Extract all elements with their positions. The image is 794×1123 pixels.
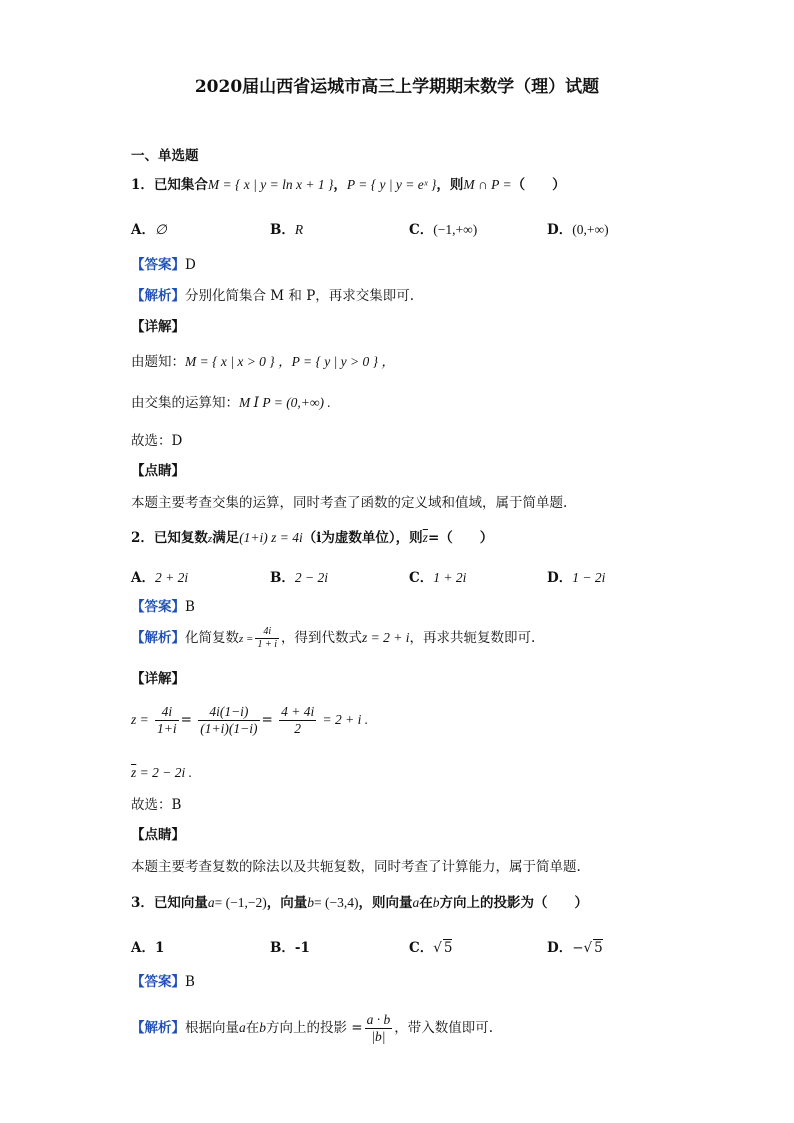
q3-stem <box>131 894 588 912</box>
page-title: 2020届山西省运城市高三上学期期末数学（理）试题 <box>194 77 600 97</box>
q2-comment: 本题主要考查复数的除法以及共轭复数，同时考查了计算能力，属于简单题. <box>131 859 581 875</box>
fraction-denominator: 1+i <box>157 721 177 736</box>
q1-comment: 本题主要考查交集的运算，同时考查了函数的定义域和值域，属于简单题. <box>131 495 568 511</box>
q3-analysis-a: a <box>239 1020 246 1035</box>
analysis-label: 【解析】 <box>131 288 185 304</box>
q2-analysis-end: ，再求共轭复数即可. <box>409 630 536 646</box>
fraction-numerator: 4i <box>155 704 179 721</box>
fraction-denominator: (1+i)(1−i) <box>200 721 258 736</box>
q1-set-m: M = { x | y = ln x + 1 } <box>207 177 334 192</box>
option-sign: − <box>572 940 584 956</box>
q1-stem-end: ，则 <box>436 177 464 193</box>
q2-detail-z: z = <box>131 712 149 727</box>
q2-conjugate-line <box>131 764 192 782</box>
q3-stem-end: 方向上的投影为（ ） <box>439 895 588 911</box>
option-label: B． <box>270 940 295 956</box>
q1-option-c <box>409 218 477 238</box>
q3-vector-a: a <box>207 895 215 910</box>
answer-label: 【答案】 <box>131 599 185 615</box>
option-label: D． <box>547 570 573 586</box>
q2-stem-z: z <box>207 533 213 545</box>
fraction-numerator: 4i <box>255 626 279 639</box>
q3-answer-value: B <box>185 974 195 990</box>
option-value: ∅ <box>154 222 167 237</box>
q3-option-c <box>409 936 452 956</box>
sqrt-symbol: √ <box>433 940 442 956</box>
q1-option-b <box>270 218 303 238</box>
q3-option-d <box>547 936 603 956</box>
option-value: (0,+∞) <box>572 222 609 237</box>
option-label: A． <box>131 222 155 238</box>
q2-stem-end: =（ ） <box>427 530 494 546</box>
option-value: 2 + 2i <box>154 570 189 585</box>
q2-option-b <box>270 566 328 586</box>
sqrt-symbol: √ <box>583 940 593 956</box>
q2-analysis-prefix: 化简复数 <box>185 630 239 646</box>
q3-analysis-prefix: 根据向量 <box>185 1020 239 1036</box>
option-value: 5 <box>443 940 453 956</box>
q1-detail2-math: M Ⅰ P = (0,+∞) . <box>239 395 331 410</box>
q1-target: M ∩ P = <box>463 177 512 192</box>
option-value: -1 <box>294 940 310 956</box>
q3-option-b <box>270 936 310 956</box>
comment-label: 【点睛】 <box>131 463 185 479</box>
q2-stem <box>131 529 493 548</box>
q2-option-c <box>409 566 466 586</box>
q2-detail-fraction-2 <box>198 704 259 737</box>
q3-analysis-end: ，带入数值即可. <box>394 1020 494 1036</box>
option-label: D． <box>547 222 573 238</box>
q1-stem-mid: ， <box>333 177 347 193</box>
detail-label: 【详解】 <box>131 671 185 687</box>
q2-detail-fraction-3 <box>279 704 316 737</box>
q2-stem-eq: (1+i) z = 4i <box>239 530 303 545</box>
q1-detail-line2 <box>131 394 331 412</box>
fraction-denominator: |b| <box>371 1029 386 1044</box>
q1-stem <box>131 176 566 194</box>
q2-analysis-z: z = <box>239 633 254 645</box>
option-value: R <box>294 222 304 237</box>
q2-choice: 故选：B <box>131 797 182 813</box>
q1-detail-line1 <box>131 353 395 371</box>
q1-detail1-math: M = { x | x > 0 } ，P = { y | y > 0 } ， <box>185 354 395 369</box>
q3-option-a <box>131 936 164 956</box>
q2-detail-fraction-1 <box>155 704 179 737</box>
fraction-denominator: 1 + i <box>257 639 277 650</box>
q2-option-d <box>547 566 605 586</box>
q1-choice: 故选：D <box>131 433 183 449</box>
option-value: 1 − 2i <box>572 570 606 585</box>
q1-answer <box>131 256 196 274</box>
q1-analysis-text: 分别化简集合 M 和 P，再求交集即可. <box>185 288 415 304</box>
option-value: (−1,+∞) <box>433 222 478 237</box>
q3-stem-in: 在 <box>419 895 433 911</box>
fraction-numerator: a · b <box>366 1012 391 1027</box>
q3-analysis <box>131 1012 493 1045</box>
q2-conj-z: $\overline{z}$ <box>131 765 137 780</box>
q3-stem-b2: b <box>432 895 440 910</box>
q2-detail-heading <box>131 670 185 688</box>
q1-detail-heading <box>131 318 185 336</box>
q3-stem-a2: a <box>412 895 420 910</box>
q2-stem-zbar: $\overline{z}$ <box>422 530 428 545</box>
option-label: C． <box>409 222 434 238</box>
q1-stem-paren: （ ） <box>511 177 566 193</box>
q1-detail1-prefix: 由题知： <box>131 354 185 370</box>
option-value: 1 + 2i <box>433 570 467 585</box>
q3-analysis-in: 在 <box>245 1020 260 1036</box>
q2-option-a <box>131 566 188 586</box>
q3-analysis-fraction <box>365 1012 393 1045</box>
q2-comment-heading <box>131 826 185 844</box>
option-label: C． <box>409 570 434 586</box>
q1-stem-prefix: 1．已知集合 <box>131 177 208 193</box>
q3-analysis-b: b <box>259 1020 266 1035</box>
q1-answer-value: D <box>185 257 196 273</box>
option-label: D． <box>547 940 573 956</box>
option-label: C． <box>409 940 434 956</box>
detail-label: 【详解】 <box>131 319 185 335</box>
option-label: A． <box>131 570 155 586</box>
q2-stem-mid: 满足 <box>212 530 240 546</box>
q2-analysis-eq: z = 2 + i <box>362 630 410 645</box>
option-value: 5 <box>594 940 603 956</box>
q2-stem-prefix: 2．已知复数 <box>131 530 208 546</box>
analysis-label: 【解析】 <box>131 1020 185 1036</box>
q2-detail-result: = 2 + i . <box>322 712 369 727</box>
answer-label: 【答案】 <box>131 974 185 990</box>
q2-stem-note: （i为虚数单位），则 <box>302 530 423 546</box>
section-heading: 一、单选题 <box>131 148 199 164</box>
q1-detail2-prefix: 由交集的运算知： <box>131 395 239 411</box>
q1-option-d <box>547 218 609 238</box>
q3-vector-a-value: = (−1,−2) <box>214 895 267 910</box>
fraction-numerator: 4i(1−i) <box>198 704 259 721</box>
q2-analysis-fraction <box>255 626 279 651</box>
fraction-numerator: 4 + 4i <box>281 704 315 719</box>
q3-answer <box>131 973 195 991</box>
option-value: 1 <box>154 940 165 956</box>
q2-conj-rest: = 2 − 2i . <box>136 765 192 780</box>
comment-label: 【点睛】 <box>131 827 185 843</box>
analysis-label: 【解析】 <box>131 630 185 646</box>
option-value: 2 − 2i <box>294 570 329 585</box>
q2-answer <box>131 598 195 616</box>
answer-label: 【答案】 <box>131 257 185 273</box>
q1-option-a <box>131 218 167 238</box>
option-label: B． <box>270 570 295 586</box>
q2-analysis <box>131 626 535 651</box>
option-label: A． <box>131 940 155 956</box>
q3-stem-mid: ，向量 <box>266 895 308 911</box>
q1-analysis <box>131 287 414 305</box>
q2-detail-equation: z = $\frac{4i}{1+i}$ = $\frac{4i(1-i)}{(1+i)(1-i)}$ = $\frac{4 + 4i}{2}$ = 2 + i . <box>131 704 369 736</box>
q2-analysis-mid: ，得到代数式 <box>281 630 362 646</box>
option-label: B． <box>270 222 295 238</box>
q1-comment-heading <box>131 462 185 480</box>
q3-stem-then: ，则向量 <box>358 895 413 911</box>
q1-set-p: P = { y | y = eˣ } <box>346 177 437 192</box>
q3-analysis-mid: 方向上的投影 = <box>266 1020 363 1036</box>
q3-stem-prefix: 3．已知向量 <box>131 895 208 911</box>
q3-vector-b-value: = (−3,4) <box>314 895 359 910</box>
q2-answer-value: B <box>185 599 195 615</box>
q3-vector-b: b <box>307 895 314 910</box>
fraction-denominator: 2 <box>294 721 302 736</box>
